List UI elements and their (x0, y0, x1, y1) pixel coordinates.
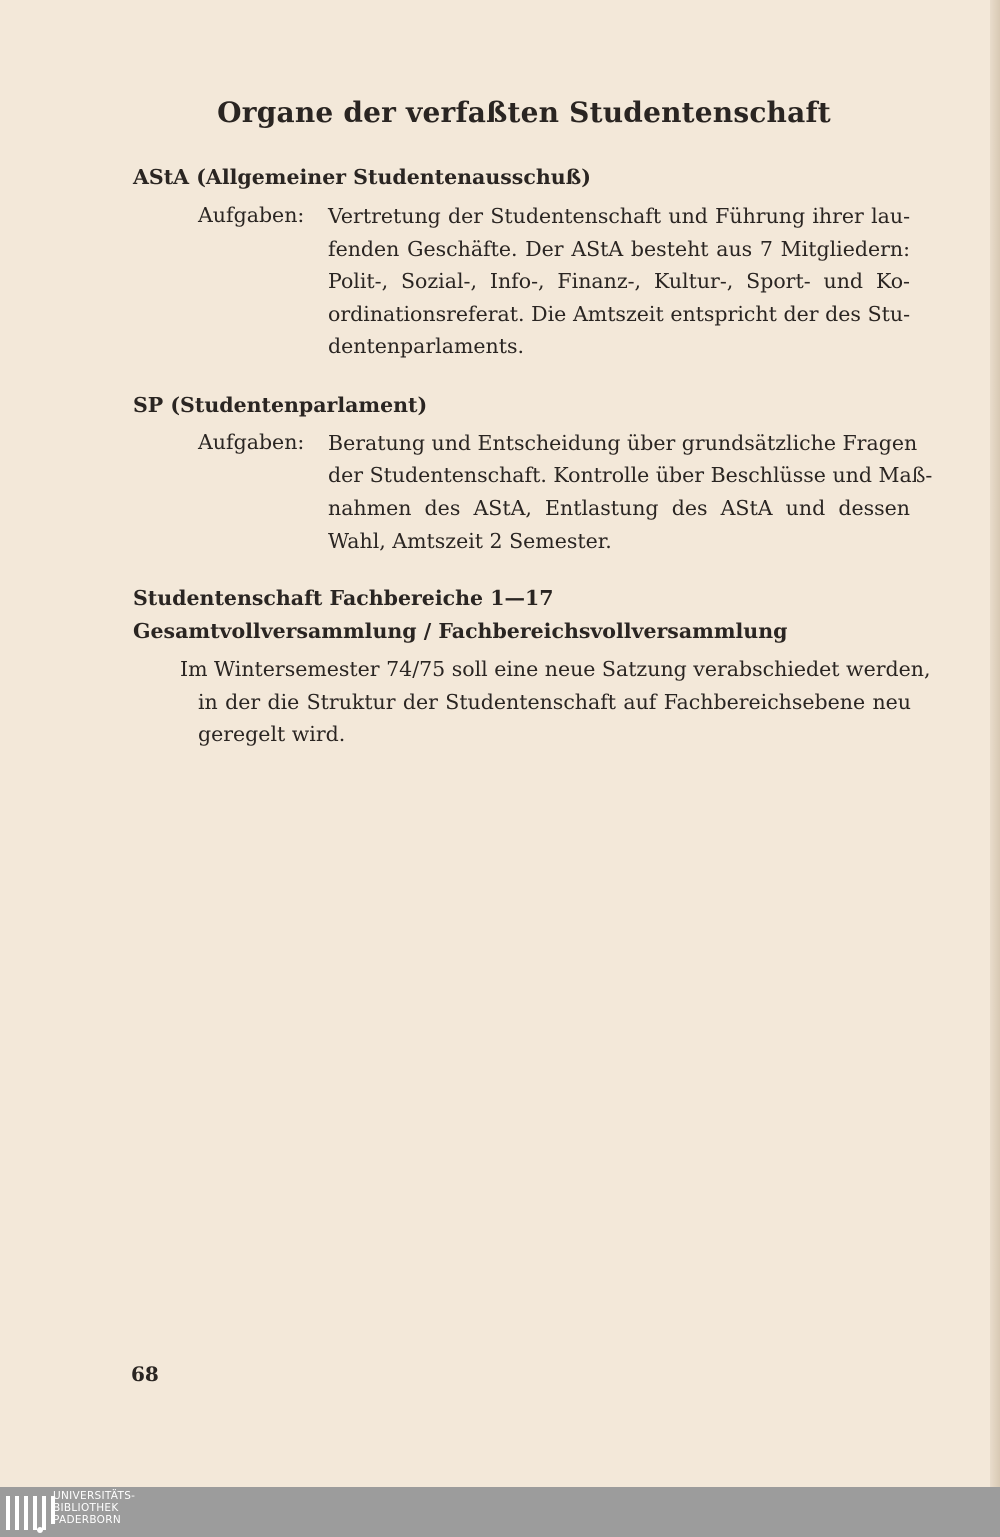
library-logo-icon (6, 1496, 55, 1530)
asta-text-line: ordinationsreferat. Die Amtszeit entspricht der des Stu- (328, 302, 910, 326)
section-subheading-vollversammlung: Gesamtvollversammlung / Fachbereichsvollversammlung (133, 619, 788, 643)
library-name-line: PADERBORN (53, 1514, 121, 1526)
page-number: 68 (131, 1362, 159, 1386)
fachbereiche-text-line: geregelt wird. (198, 722, 346, 746)
sp-text-line: der Studentenschaft. Kontrolle über Beschlüsse und Maß- (328, 463, 933, 487)
asta-text-line: dentenparlaments. (328, 334, 525, 358)
sp-text-line: nahmen des AStA, Entlastung des AStA und dessen (328, 496, 910, 520)
tasks-label-asta: Aufgaben: (198, 203, 305, 227)
library-name-line: BIBLIOTHEK (53, 1502, 119, 1514)
asta-text-line: Polit-, Sozial-, Info-, Finanz-, Kultur-, Sport- und Ko- (328, 269, 910, 293)
tasks-label-sp: Aufgaben: (198, 430, 305, 454)
page-edge-shadow (990, 0, 1000, 1487)
library-footer-banner (0, 1487, 1000, 1537)
asta-text-line: fenden Geschäfte. Der AStA besteht aus 7 Mitgliedern: (328, 237, 910, 261)
sp-text-line: Wahl, Amtszeit 2 Semester. (328, 529, 612, 553)
fachbereiche-text-line: in der die Struktur der Studentenschaft auf Fachbereichsebene neu (198, 690, 911, 714)
page-title: Organe der verfaßten Studentenschaft (217, 96, 831, 129)
fachbereiche-text-line: Im Wintersemester 74/75 soll eine neue Satzung verabschiedet werden, (180, 657, 931, 681)
asta-text-line: Vertretung der Studentenschaft und Führung ihrer lau- (328, 204, 910, 228)
library-logo-dot-icon (37, 1527, 43, 1533)
library-name-line: UNIVERSITÄTS- (53, 1490, 136, 1502)
section-heading-fachbereiche: Studentenschaft Fachbereiche 1—17 (133, 586, 554, 610)
library-name (53, 1490, 135, 1526)
sp-text-line: Beratung und Entscheidung über grundsätzliche Fragen (328, 431, 918, 455)
section-heading-sp: SP (Studentenparlament) (133, 393, 428, 417)
section-heading-asta: AStA (Allgemeiner Studentenausschuß) (133, 165, 591, 189)
